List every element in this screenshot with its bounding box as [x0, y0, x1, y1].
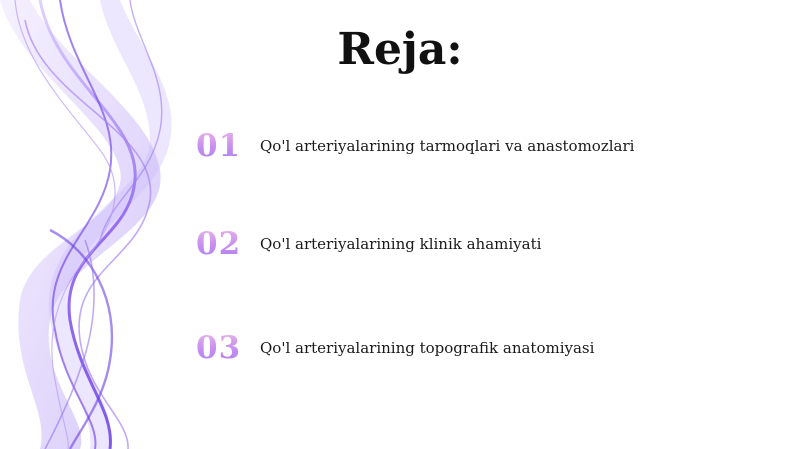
slide-title: Reja:	[337, 24, 463, 75]
agenda-item-number: 01	[196, 126, 256, 166]
decorative-smoke-ribbon	[0, 0, 220, 449]
agenda-item-number: 03	[196, 328, 256, 368]
agenda-item-text: Qo'l arteriyalarining tarmoqlari va anastomozlari	[260, 137, 635, 155]
agenda-item-text: Qo'l arteriyalarining klinik ahamiyati	[260, 235, 542, 253]
agenda-item-number: 02	[196, 224, 256, 264]
agenda-item-1	[196, 124, 634, 168]
agenda-item-3	[196, 326, 594, 370]
agenda-item-2	[196, 222, 541, 266]
agenda-item-text: Qo'l arteriyalarining topografik anatomiyasi	[260, 339, 595, 357]
